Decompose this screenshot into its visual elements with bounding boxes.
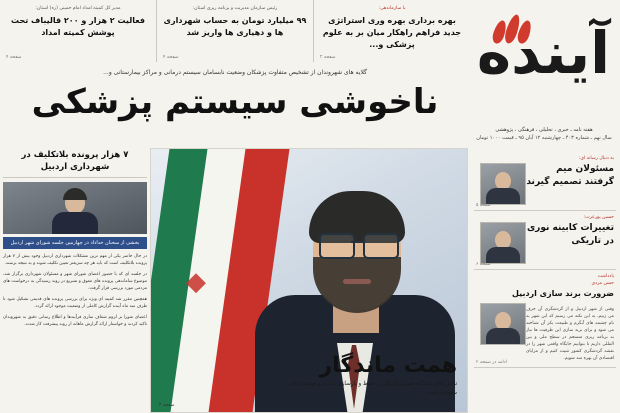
photo-subcaption: تلاش های دستگاه قضایی استان در حفظ و بازسازی کشت و صنعت مغان ستودنی است xyxy=(288,381,457,396)
top-headline-cell xyxy=(313,0,470,62)
top-headline-page: صفحه ۲ xyxy=(320,55,336,60)
top-headline-title: فعالیت ۲ هزار و ۲۰۰ قالیباف تحت پوشش کمیته امداد xyxy=(11,16,145,37)
secondary-paragraph: در حال حاضر یکی از مهم ترین مشکلات شهرداری اردبیل وجود بیش از ۷ هزار پرونده بلاتکلیف است که باید هر چه سریعتر تعیین تکلیف شوند و به نتیجه برسند. xyxy=(3,254,147,266)
main-headline: ناخوشی سیستم پزشکی xyxy=(31,82,439,122)
secondary-paragraph: همچنین مقرر شد کمیته ای ویژه برای بررسی پرونده های قدیمی تشکیل شود تا ظرف سه ماه آینده گزارش کاملی از وضعیت موجود ارائه گردد. xyxy=(3,297,147,309)
masthead xyxy=(470,0,620,150)
sidebar-item-1 xyxy=(474,152,616,211)
newspaper-logo xyxy=(474,6,616,126)
portrait-photo xyxy=(480,222,526,264)
sidebar-item-kicker: به دنبال رسانه ای: xyxy=(578,156,614,161)
sidebar-item-opinion xyxy=(474,270,616,368)
top-headline-kicker: مدیر کل کمیته امداد امام خمینی (ره) استان: xyxy=(35,6,121,11)
top-headline-title: ۹۹ میلیارد تومان به حساب شهرداری ها و دهیاری ها واریز شد xyxy=(163,16,307,37)
author-photo xyxy=(480,303,526,345)
top-headlines-bar xyxy=(0,0,470,62)
top-headline-page: صفحه ۴ xyxy=(6,55,22,60)
main-headline-overline: گلایه های شهروندان از تشخیص متفاوت پزشکان وضعیت نابسامان سیستم درمانی و مراکز بیمارستانی و... xyxy=(103,69,367,76)
masthead-title: آینده xyxy=(476,19,610,87)
sidebar-item-kicker: حسین پورعزت: xyxy=(583,215,614,220)
opinion-body: وقتی از شهر اردبیل و از گردشگری آن حرف می زنیم، به این نکته می رسیم که این شهر به نام چشمه های آبگرم و طبیعت بکر آن شناخته می شود و برای برند سازی این ظرفیت ها نیاز به برنامه ریزی منسجم در سطح ملی و بین المللی داریم تا بتوانیم جایگاه واقعی شهر را در نقشه گردشگری کشور تثبیت کنیم و از مزایای اقتصادی آن بهره مند شویم. xyxy=(526,307,614,361)
portrait-photo xyxy=(480,163,526,205)
top-headline-kicker: با سازماندهی: xyxy=(378,6,406,11)
photo-page: صفحه ۳ xyxy=(159,403,175,408)
sidebar-item-page: صفحه ۶ xyxy=(476,262,491,267)
secondary-story-headline: ۷ هزار پرونده بلاتکلیف در شهرداری اردبیل xyxy=(3,149,147,178)
secondary-story-body xyxy=(3,253,147,328)
masthead-subtitle xyxy=(474,126,614,142)
top-headline-kicker: رئیس سازمان مدیریت و برنامه ریزی استان: xyxy=(192,6,278,11)
top-headline-cell xyxy=(156,0,313,62)
top-headline-page: صفحه ۴ xyxy=(163,55,179,60)
top-headline-title: بهره برداری بهره وری استراتژی جدید فراهم راهکار میان بر به علوم پزشکی و... xyxy=(322,16,462,49)
main-photo-block xyxy=(150,146,470,413)
sidebar-item-page: صفحه ۵ xyxy=(476,203,491,208)
secondary-story-column xyxy=(0,146,150,413)
opinion-byline: حسن مردی xyxy=(591,281,614,286)
sidebar xyxy=(470,150,620,413)
secondary-paragraph: اعضای شورا بر لزوم شفاف سازی فرآیندها و اطلاع رسانی دقیق به شهروندان تاکید کردند و خواستار ارائه گزارش ماهانه از روند پیشرفت کار شدند. xyxy=(3,315,147,327)
photo-caption: همت ماندگار xyxy=(319,353,457,378)
sidebar-item-title: مسئولان میم گرفتند تصمیم گیرند xyxy=(526,164,614,187)
opinion-title: ضرورت برند سازی اردبیل xyxy=(512,289,614,298)
masthead-subtitle-line2: سال نهم ـ شماره ۴۰۳ ـ چهارشنبه ۱۲ آبان ۹۵ ـ قیمت ۱۰۰۰ تومان xyxy=(476,135,612,141)
sidebar-item-2 xyxy=(474,211,616,270)
opinion-kicker: یادداشت xyxy=(597,274,614,279)
main-headline-block xyxy=(0,62,470,146)
secondary-paragraph: در جلسه ای که با حضور اعضای شورای شهر و مسئولان شهرداری برگزار شد، موضوع ساماندهی پرونده های معوق و تسریع در روند رسیدگی به درخواست های مردمی مورد بررسی قرار گرفت. xyxy=(3,272,147,291)
official-portrait-photo xyxy=(3,182,147,234)
sidebar-item-title: تغییرات کابینه نوری در تاریکی xyxy=(526,223,614,246)
iran-flag-icon: ◆ xyxy=(151,149,271,412)
secondary-story-band: بخشی از سخنان خداداد در چهارمین جلسه شورای شهر اردبیل xyxy=(3,237,147,249)
masthead-subtitle-line1: هفته نامه ـ خبری ، تحلیلی ، فرهنگی ، پژوهشی xyxy=(495,127,593,133)
opinion-page: ادامه در صفحه ۲ xyxy=(476,360,507,365)
top-headline-cell xyxy=(0,0,156,62)
main-photo xyxy=(150,148,468,413)
